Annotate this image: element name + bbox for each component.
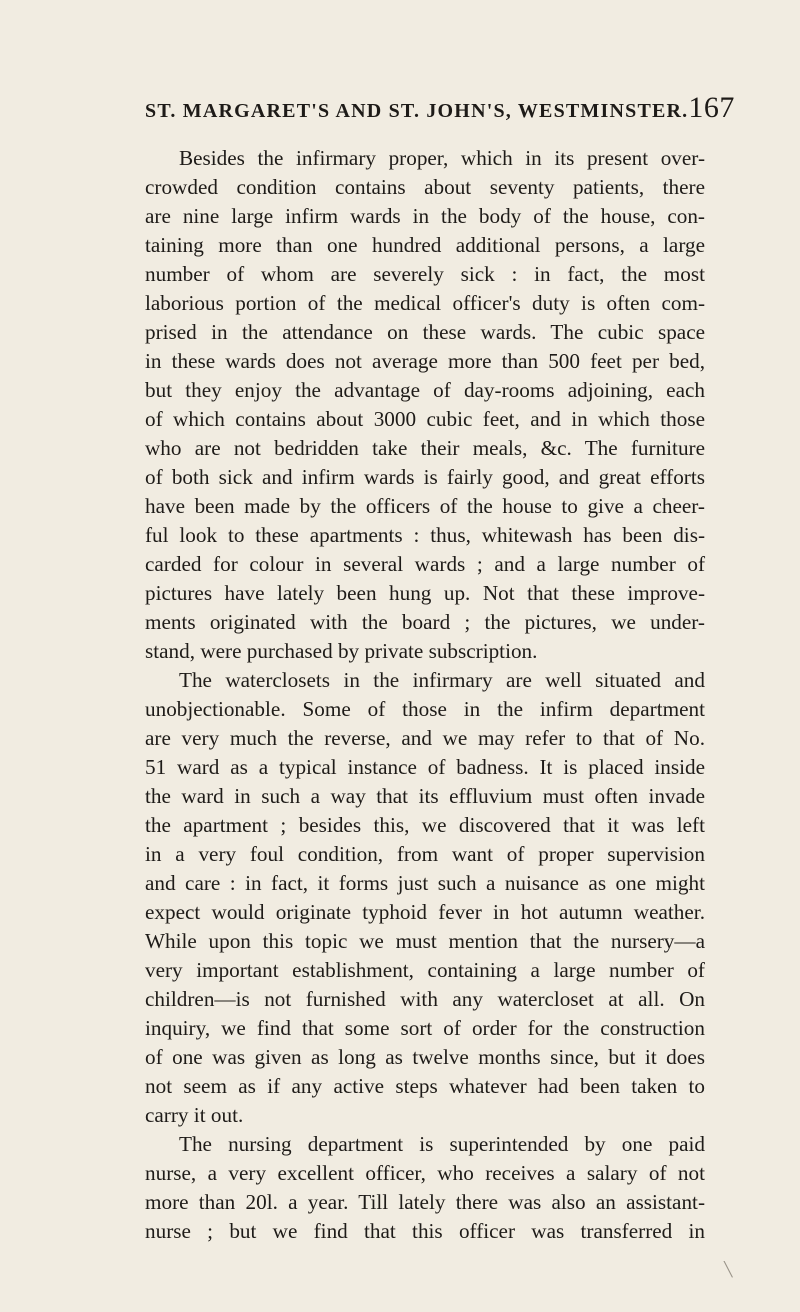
- paragraph: [145, 1130, 705, 1246]
- text-line: nurse, a very excellent officer, who receives a salary of not: [145, 1161, 705, 1185]
- paragraph: [145, 144, 705, 666]
- text-line: have been made by the officers of the house to give a cheer-: [145, 494, 705, 518]
- text-line: more than 20l. a year. Till lately there was also an assistant-: [145, 1190, 705, 1214]
- text-line: carded for colour in several wards ; and a large number of: [145, 552, 705, 576]
- text-line: in a very foul condition, from want of proper supervision: [145, 842, 705, 866]
- page-number: 167: [688, 91, 735, 124]
- text-line: nurse ; but we find that this officer was transferred in: [145, 1219, 705, 1243]
- text-line: are nine large infirm wards in the body of the house, con-: [145, 204, 705, 228]
- text-line: stand, were purchased by private subscription.: [145, 639, 538, 663]
- text-line: are very much the reverse, and we may refer to that of No.: [145, 726, 705, 750]
- text-line: but they enjoy the advantage of day-rooms adjoining, each: [145, 378, 705, 402]
- text-line: carry it out.: [145, 1103, 244, 1127]
- paragraph: [145, 666, 705, 1130]
- text-line: the ward in such a way that its effluvium must often invade: [145, 784, 705, 808]
- text-line: children—is not furnished with any watercloset at all. On: [145, 987, 705, 1011]
- text-line: of which contains about 3000 cubic feet, and in which those: [145, 407, 705, 431]
- text-line: pictures have lately been hung up. Not that these improve-: [145, 581, 705, 605]
- running-head-title: ST. MARGARET'S AND ST. JOHN'S, WESTMINSTER.: [145, 100, 689, 122]
- text-line: inquiry, we find that some sort of order for the construction: [145, 1016, 705, 1040]
- text-line: number of whom are severely sick : in fact, the most: [145, 262, 705, 286]
- body-text: [145, 144, 705, 1246]
- page-corner-mark: ╲: [724, 1262, 733, 1278]
- text-line: of both sick and infirm wards is fairly good, and great efforts: [145, 465, 705, 489]
- text-line: laborious portion of the medical officer's duty is often com-: [145, 291, 705, 315]
- text-line: the apartment ; besides this, we discovered that it was left: [145, 813, 705, 837]
- text-line: ments originated with the board ; the pictures, we under-: [145, 610, 705, 634]
- text-line: of one was given as long as twelve months since, but it does: [145, 1045, 705, 1069]
- text-line: who are not bedridden take their meals, &c. The furniture: [145, 436, 705, 460]
- text-line: taining more than one hundred additional persons, a large: [145, 233, 705, 257]
- text-line: not seem as if any active steps whatever had been taken to: [145, 1074, 705, 1098]
- text-line: unobjectionable. Some of those in the infirm department: [145, 697, 705, 721]
- text-line: very important establishment, containing a large number of: [145, 958, 705, 982]
- running-head: [145, 91, 735, 131]
- text-line: Besides the infirmary proper, which in its present over-: [179, 146, 705, 170]
- text-line: ful look to these apartments : thus, whitewash has been dis-: [145, 523, 705, 547]
- text-line: While upon this topic we must mention that the nursery—a: [145, 929, 705, 953]
- text-line: The waterclosets in the infirmary are well situated and: [179, 668, 705, 692]
- text-line: in these wards does not average more than 500 feet per bed,: [145, 349, 705, 373]
- text-line: expect would originate typhoid fever in hot autumn weather.: [145, 900, 705, 924]
- text-line: 51 ward as a typical instance of badness. It is placed inside: [145, 755, 705, 779]
- text-line: and care : in fact, it forms just such a nuisance as one might: [145, 871, 705, 895]
- text-line: The nursing department is superintended by one paid: [179, 1132, 705, 1156]
- text-line: prised in the attendance on these wards. The cubic space: [145, 320, 705, 344]
- text-line: crowded condition contains about seventy patients, there: [145, 175, 705, 199]
